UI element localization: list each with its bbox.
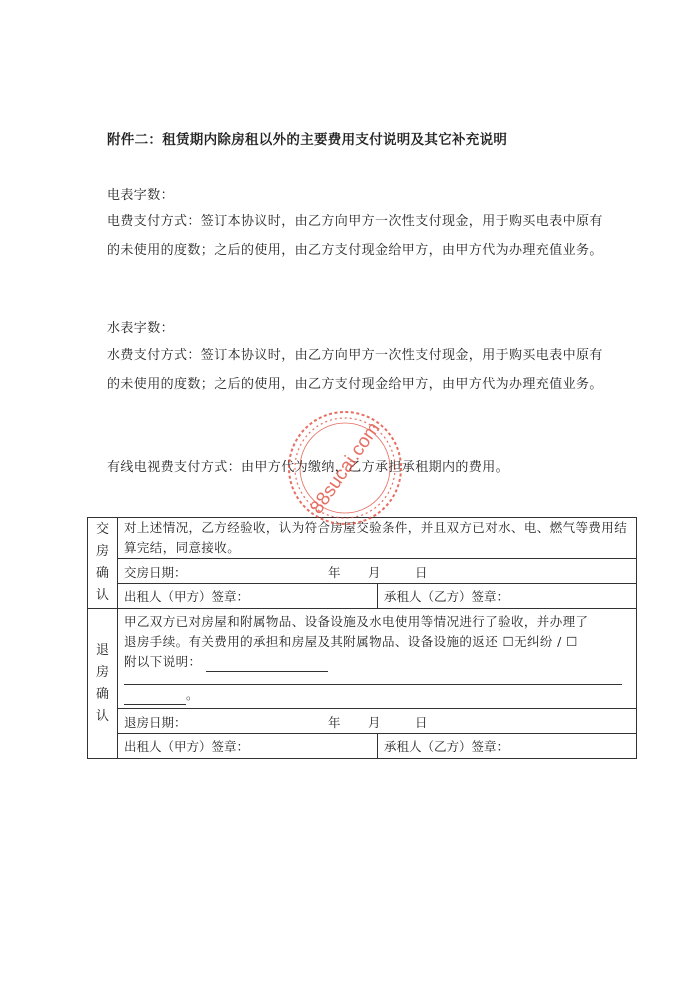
delivery-date-label: 交房日期： [124, 565, 187, 580]
explanation-blank-end[interactable] [124, 690, 186, 705]
return-text-cell [118, 609, 637, 709]
electric-payment-text: 电费支付方式：签订本协议时，由乙方向甲方一次性支付现金，用于购买电表中原有的未使用的度数；之后的使用，由乙方支付现金给甲方，由甲方代为办理充值业务。 [107, 214, 603, 258]
electric-reading-label: 电表字数： [107, 188, 175, 203]
explanation-line[interactable] [124, 672, 622, 685]
return-text-line2: 退房手续。有关费用的承担和房屋及其附属物品、设备设施的返还 ☐无纠纷 / ☐ [124, 634, 578, 649]
watermark-text: 88sucai.com [306, 418, 385, 518]
confirmation-table [87, 517, 637, 759]
delivery-text: 对上述情况，乙方经验收，认为符合房屋交验条件，并且双方已对水、电、燃气等费用结算完结，同意接收。 [124, 520, 628, 555]
cable-tv-text: 有线电视费支付方式：由甲方代为缴纳，乙方承担承租期内的费用。 [107, 460, 510, 475]
return-text-line1: 甲乙双方已对房屋和附属物品、设备设施及水电使用等情况进行了验收，并办理了 [124, 614, 589, 629]
return-year: 年 [328, 715, 341, 730]
delivery-year: 年 [328, 565, 341, 580]
explanation-blank[interactable] [206, 657, 328, 672]
return-date-label: 退房日期： [124, 715, 187, 730]
option-no-dispute[interactable]: ☐无纠纷 [502, 634, 553, 649]
return-month: 月 [368, 715, 381, 730]
return-day: 日 [415, 715, 428, 730]
delivery-month: 月 [368, 565, 381, 580]
option-checkbox[interactable]: ☐ [566, 634, 578, 649]
water-reading-label: 水表字数： [107, 321, 175, 336]
delivery-lessee-sign: 承租人（乙方）签章： [378, 584, 637, 609]
return-text-line3: 附以下说明： [124, 652, 630, 672]
return-lessor-sign: 出租人（甲方）签章： [118, 734, 378, 759]
delivery-day: 日 [415, 565, 428, 580]
return-text-line4: 。 [124, 685, 630, 705]
return-lessee-sign: 承租人（乙方）签章： [378, 734, 637, 759]
return-side-label: 退 房 确 认 [88, 609, 118, 759]
delivery-date-row [118, 559, 637, 584]
delivery-side-label: 交 房 确 认 [88, 518, 118, 609]
delivery-lessor-sign: 出租人（甲方）签章： [118, 584, 378, 609]
water-payment-text: 水费支付方式：签订本协议时，由乙方向甲方一次性支付现金，用于购买电表中原有的未使用的度数；之后的使用，由乙方支付现金给甲方，由甲方代为办理充值业务。 [107, 348, 603, 392]
watermark-stamp [285, 408, 405, 528]
return-date-row [118, 709, 637, 734]
page-title: 附件二：租赁期内除房租以外的主要费用支付说明及其它补充说明 [107, 132, 508, 148]
